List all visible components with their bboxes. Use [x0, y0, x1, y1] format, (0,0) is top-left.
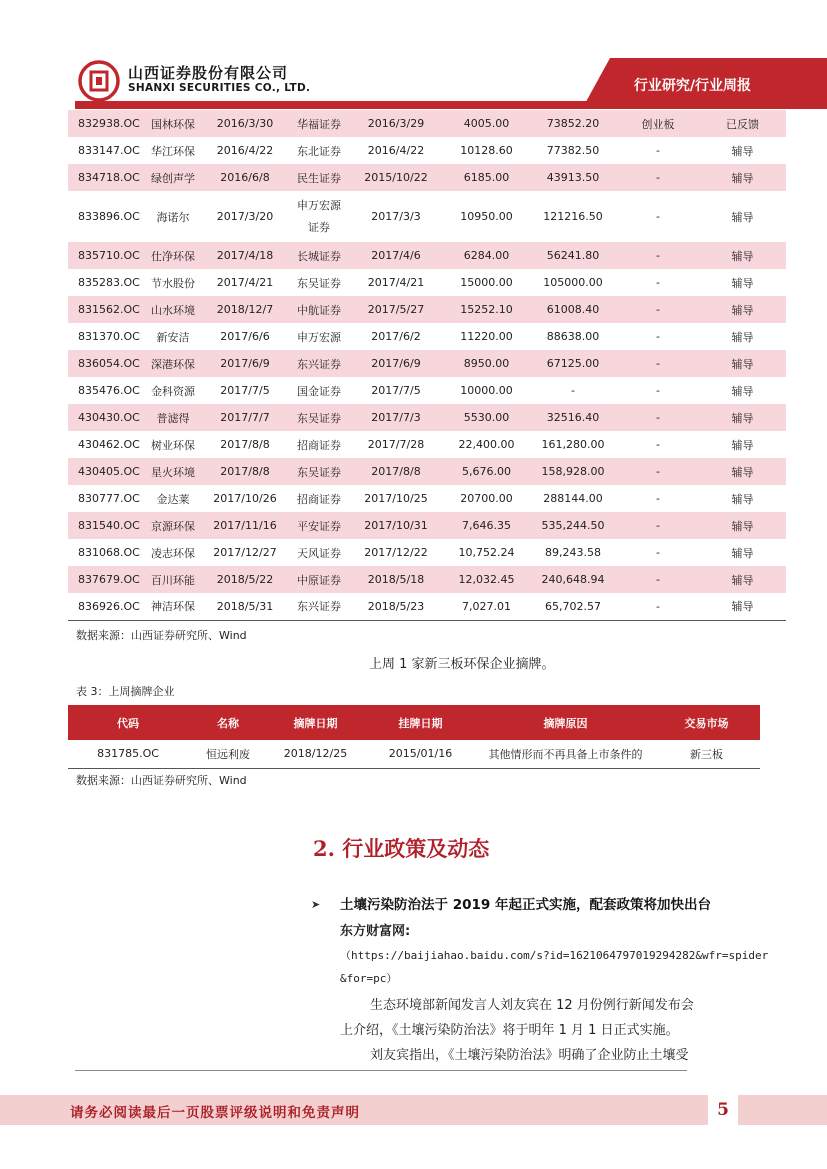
brand-name-en: SHANXI SECURITIES CO., LTD.: [128, 82, 311, 94]
bullet-arrow-icon: ➤: [311, 898, 321, 911]
cell-date: 2017/6/6: [220, 330, 270, 343]
cell-broker: 国金证券: [297, 384, 341, 398]
cell-code: 831540.OC: [68, 512, 146, 539]
cell-list-date: 2015/01/16: [363, 740, 478, 768]
table-source-note: 数据来源：山西证券研究所、Wind: [76, 629, 247, 642]
cell-value-1: 10000.00: [460, 384, 513, 397]
cell-market: -: [656, 210, 660, 223]
cell-date: 2016/6/8: [200, 164, 290, 191]
cell-code: 430405.OC: [68, 458, 146, 485]
cell-market: -: [617, 350, 699, 377]
cell-value-1: 20700.00: [460, 492, 513, 505]
cell-value-1: 5530.00: [444, 404, 529, 431]
cell-date2: 2016/4/22: [367, 144, 425, 157]
cell-value-2: -: [571, 384, 575, 397]
table-row: [68, 242, 786, 269]
cell-market: -: [656, 492, 660, 505]
cell-date: 2017/4/21: [216, 276, 274, 289]
cell-status: 辅导: [731, 546, 754, 560]
cell-date: 2016/4/22: [216, 144, 274, 157]
table-row: [68, 323, 786, 350]
cell-code: 430462.OC: [78, 438, 140, 451]
bullet-title: 土壤污染防治法于 2019 年起正式实施，配套政策将加快出台: [340, 897, 711, 913]
cell-status: 辅导: [731, 330, 754, 344]
cell-value-1: 6284.00: [444, 242, 529, 269]
cell-value-2: 61008.40: [529, 296, 617, 323]
cell-name: 新安洁: [156, 330, 190, 344]
cell-date2: 2017/4/6: [348, 242, 444, 269]
cell-broker: 天风证券: [297, 546, 341, 560]
cell-name: 节水股份: [151, 276, 195, 290]
table-row: [68, 296, 786, 323]
cell-value-1: 5,676.00: [444, 458, 529, 485]
table-row: [68, 350, 786, 377]
cell-code: 835710.OC: [68, 242, 146, 269]
cell-value-2: 89,243.58: [545, 546, 601, 559]
cell-date2: 2016/3/29: [348, 110, 444, 137]
cell-value-2: 240,648.94: [529, 566, 617, 593]
cell-value-2: 121216.50: [543, 210, 603, 223]
cell-market: -: [617, 404, 699, 431]
table-row: [68, 539, 786, 566]
footer-disclaimer: 请务必阅读最后一页股票评级说明和免责声明: [70, 1105, 360, 1121]
cell-value-1: 8950.00: [444, 350, 529, 377]
cell-date: 2017/4/18: [200, 242, 290, 269]
cell-market: 新三板: [653, 740, 760, 768]
cell-name: 仕净环保: [146, 242, 200, 269]
cell-value-2: 88638.00: [546, 330, 600, 343]
cell-name: 星火环境: [146, 458, 200, 485]
cell-code: 835283.OC: [78, 276, 140, 289]
cell-date: 2017/3/20: [216, 210, 274, 223]
footer-divider: [75, 1070, 687, 1071]
cell-value-1: 22,400.00: [458, 438, 515, 451]
cell-date: 2017/6/9: [200, 350, 290, 377]
cell-reason: 其他情形而不再具备上市条件的: [478, 740, 653, 768]
brand-name-cn: 山西证券股份有限公司: [128, 64, 289, 82]
table-row: [68, 269, 786, 296]
cell-date2: 2017/6/2: [371, 330, 421, 343]
cell-name: 金达莱: [156, 492, 190, 506]
cell-market: -: [617, 593, 699, 620]
cell-status: 辅导: [731, 144, 754, 158]
cell-status: 辅导: [699, 242, 786, 269]
news-source-label: 东方财富网:: [340, 924, 411, 939]
cell-status: 辅导: [699, 458, 786, 485]
col-header-delist-date: 摘牌日期: [268, 705, 363, 740]
cell-name: 山水环境: [146, 296, 200, 323]
table-row: [68, 431, 786, 458]
cell-market: -: [617, 296, 699, 323]
cell-date: 2018/5/22: [200, 566, 290, 593]
cell-value-2: 65,702.57: [529, 593, 617, 620]
col-header-market: 交易市场: [653, 705, 760, 740]
cell-name: 深港环保: [146, 350, 200, 377]
table-row: [68, 137, 786, 164]
cell-status: 辅导: [731, 276, 754, 290]
cell-value-1: 4005.00: [444, 110, 529, 137]
cell-date: 2017/8/8: [220, 438, 270, 451]
cell-value-2: 161,280.00: [541, 438, 605, 451]
cell-status: 辅导: [699, 164, 786, 191]
delisted-table-header: [68, 705, 760, 740]
cell-date2: 2017/8/8: [348, 458, 444, 485]
cell-name: 金科资源: [151, 384, 195, 398]
cell-status: 辅导: [699, 296, 786, 323]
table3-source-note: 数据来源：山西证券研究所、Wind: [76, 774, 247, 787]
cell-status: 已反馈: [699, 110, 786, 137]
cell-name: 京源环保: [146, 512, 200, 539]
table-row: [68, 164, 786, 191]
cell-code: 831068.OC: [78, 546, 140, 559]
table-row: [68, 566, 786, 593]
cell-value-2: 67125.00: [529, 350, 617, 377]
cell-code: 430430.OC: [68, 404, 146, 431]
cell-value-2: 73852.20: [529, 110, 617, 137]
table-row: [68, 404, 786, 431]
cell-value-1: 15000.00: [460, 276, 513, 289]
cell-market: -: [656, 144, 660, 157]
cell-value-1: 15252.10: [444, 296, 529, 323]
table-row: [68, 191, 786, 242]
cell-broker: 申万宏源: [297, 330, 341, 344]
cell-broker: 东北证券: [297, 144, 341, 158]
cell-market: -: [617, 512, 699, 539]
cell-status: 辅导: [699, 404, 786, 431]
cell-market: -: [617, 164, 699, 191]
cell-date: 2017/10/26: [213, 492, 277, 505]
cell-market: -: [656, 438, 660, 451]
cell-value-2: 535,244.50: [529, 512, 617, 539]
cell-date2: 2017/10/31: [348, 512, 444, 539]
cell-code: 830777.OC: [78, 492, 140, 505]
section-title: 2. 行业政策及动态: [313, 836, 490, 861]
cell-code: 833147.OC: [78, 144, 140, 157]
cell-broker: 申万宏源 证券: [297, 198, 341, 234]
cell-value-2: 77382.50: [546, 144, 600, 157]
cell-broker: 华福证券: [290, 110, 348, 137]
table-row: [68, 593, 786, 620]
company-logo-icon: [78, 60, 120, 102]
cell-broker: 东吴证券: [290, 404, 348, 431]
cell-market: -: [656, 330, 660, 343]
cell-status: 辅导: [699, 350, 786, 377]
paragraph-line: 生态环境部新闻发言人刘友宾在 12 月份例行新闻发布会: [370, 998, 694, 1013]
cell-name: 神洁环保: [146, 593, 200, 620]
cell-value-2: 105000.00: [543, 276, 603, 289]
cell-code: 831785.OC: [68, 740, 188, 768]
cell-name: 凌志环保: [151, 546, 195, 560]
cell-broker: 长城证券: [290, 242, 348, 269]
cell-code: 831562.OC: [68, 296, 146, 323]
cell-value-2: 158,928.00: [529, 458, 617, 485]
table-row: [68, 740, 760, 768]
cell-name: 海诺尔: [156, 210, 190, 224]
cell-status: 辅导: [699, 593, 786, 620]
cell-code: 835476.OC: [78, 384, 140, 397]
page-header: [0, 0, 827, 110]
cell-value-1: 12,032.45: [444, 566, 529, 593]
cell-status: 辅导: [731, 384, 754, 398]
cell-date: 2017/12/27: [213, 546, 277, 559]
col-header-name: 名称: [188, 705, 268, 740]
cell-date2: 2017/12/22: [364, 546, 428, 559]
cell-code: 832938.OC: [68, 110, 146, 137]
cell-value-1: 10950.00: [460, 210, 513, 223]
cell-date: 2017/7/5: [220, 384, 270, 397]
cell-date: 2018/5/31: [200, 593, 290, 620]
cell-market: -: [656, 546, 660, 559]
cell-broker: 中航证券: [290, 296, 348, 323]
cell-name: 华江环保: [151, 144, 195, 158]
cell-status: 辅导: [731, 438, 754, 452]
cell-broker: 民生证券: [290, 164, 348, 191]
cell-name: 国林环保: [146, 110, 200, 137]
col-header-list-date: 挂牌日期: [363, 705, 478, 740]
paragraph-line: 上介绍，《土壤污染防治法》将于明年 1 月 1 日正式实施。: [340, 1023, 679, 1038]
cell-name: 树业环保: [151, 438, 195, 452]
cell-market: -: [617, 242, 699, 269]
header-category-label: 行业研究/行业周报: [633, 78, 751, 94]
cell-broker: 东吴证券: [290, 458, 348, 485]
cell-code: 834718.OC: [68, 164, 146, 191]
cell-delist-date: 2018/12/25: [268, 740, 363, 768]
cell-date2: 2017/5/27: [348, 296, 444, 323]
table-row: [68, 485, 786, 512]
table3-caption: 表 3：上周摘牌企业: [76, 685, 175, 698]
news-url-line1: （https://baijiahao.baidu.com/s?id=1621064797019294282&wfr=spider: [340, 949, 769, 962]
cell-broker: 招商证券: [297, 438, 341, 452]
cell-code: 836054.OC: [68, 350, 146, 377]
news-url-line2: &for=pc）: [340, 972, 398, 985]
cell-code: 831370.OC: [78, 330, 140, 343]
cell-date2: 2018/5/18: [348, 566, 444, 593]
cell-date2: 2017/3/3: [371, 210, 421, 223]
cell-status: 辅导: [699, 566, 786, 593]
cell-date2: 2017/7/28: [367, 438, 425, 451]
col-header-code: 代码: [68, 705, 188, 740]
table-row: [68, 110, 786, 137]
cell-market: 创业板: [617, 110, 699, 137]
paragraph-line: 刘友宾指出，《土壤污染防治法》明确了企业防止土壤受: [370, 1048, 689, 1063]
cell-value-2: 32516.40: [529, 404, 617, 431]
listing-table: [68, 110, 786, 621]
cell-date2: 2017/7/5: [371, 384, 421, 397]
cell-name: 恒远利废: [188, 740, 268, 768]
cell-broker: 招商证券: [297, 492, 341, 506]
cell-code: 833896.OC: [78, 210, 140, 223]
cell-date2: 2015/10/22: [348, 164, 444, 191]
table-row: [68, 458, 786, 485]
cell-code: 837679.OC: [68, 566, 146, 593]
cell-name: 绿创声学: [146, 164, 200, 191]
cell-date2: 2017/10/25: [364, 492, 428, 505]
cell-value-1: 6185.00: [444, 164, 529, 191]
cell-date2: 2017/6/9: [348, 350, 444, 377]
cell-date: 2017/11/16: [200, 512, 290, 539]
delisting-summary: 上周 1 家新三板环保企业摘牌。: [369, 657, 555, 672]
cell-status: 辅导: [699, 512, 786, 539]
cell-broker: 东吴证券: [297, 276, 341, 290]
col-header-reason: 摘牌原因: [478, 705, 653, 740]
cell-broker: 东兴证券: [290, 350, 348, 377]
cell-status: 辅导: [731, 210, 754, 224]
cell-market: -: [656, 276, 660, 289]
table-row: [68, 377, 786, 404]
cell-date: 2017/8/8: [200, 458, 290, 485]
cell-market: -: [617, 458, 699, 485]
cell-name: 普滤得: [146, 404, 200, 431]
cell-value-1: 7,027.01: [444, 593, 529, 620]
cell-status: 辅导: [731, 492, 754, 506]
cell-market: -: [617, 566, 699, 593]
cell-name: 百川环能: [146, 566, 200, 593]
page-number: 5: [708, 1093, 738, 1127]
cell-value-1: 7,646.35: [444, 512, 529, 539]
cell-value-1: 10,752.24: [458, 546, 515, 559]
cell-broker: 中原证券: [290, 566, 348, 593]
delisted-table: [68, 705, 760, 769]
cell-market: -: [656, 384, 660, 397]
cell-date2: 2017/7/3: [348, 404, 444, 431]
cell-broker: 东兴证券: [290, 593, 348, 620]
cell-broker: 平安证券: [290, 512, 348, 539]
cell-date: 2018/12/7: [200, 296, 290, 323]
cell-code: 836926.OC: [68, 593, 146, 620]
cell-value-2: 56241.80: [529, 242, 617, 269]
cell-value-1: 10128.60: [460, 144, 513, 157]
cell-date2: 2018/5/23: [348, 593, 444, 620]
table-row: [68, 512, 786, 539]
cell-date: 2017/7/7: [200, 404, 290, 431]
cell-date2: 2017/4/21: [367, 276, 425, 289]
cell-date: 2016/3/30: [200, 110, 290, 137]
cell-value-2: 43913.50: [529, 164, 617, 191]
cell-value-1: 11220.00: [460, 330, 513, 343]
cell-value-2: 288144.00: [543, 492, 603, 505]
